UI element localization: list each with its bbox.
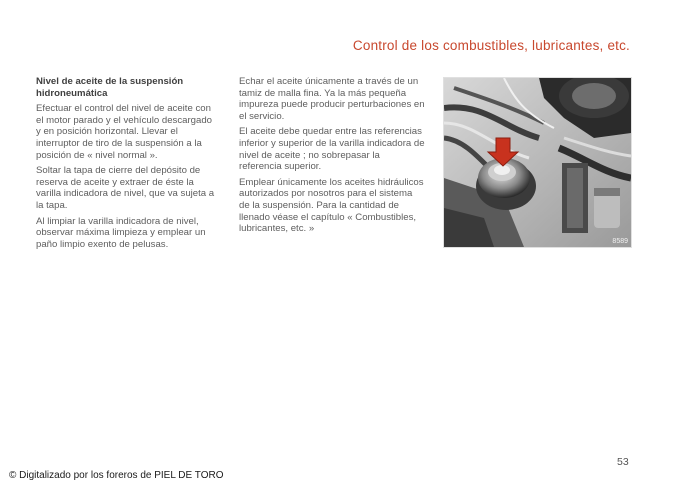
middle-text-column — [239, 76, 425, 239]
paragraph: Emplear únicamente los aceites hidráulicos autorizados por nosotros para el sistema de la suspensión. Para la cantidad de llenado véase el capítulo « Combustibles, lubricantes, etc. » — [239, 176, 424, 235]
page-number: 53 — [617, 456, 629, 468]
paragraph: Efectuar el control del nivel de aceite con el motor parado y el vehículo descargado y en posición horizontal. Llevar el interruptor de tiro de la suspensión a la posición de « nivel normal ». — [36, 103, 212, 161]
engine-photo — [443, 77, 632, 248]
digitization-credit: © Digitalizado por los foreros de PIEL DE TORO — [9, 470, 224, 481]
chapter-title: Control de los combustibles, lubricantes, etc. — [352, 38, 630, 53]
left-text-column — [36, 76, 218, 254]
paragraph: El aceite debe quedar entre las referencias inferior y superior de la varilla indicadora de nivel de aceite ; no sobrepasar la referencia superior. — [239, 126, 425, 173]
paragraph: Soltar la tapa de cierre del depósito de reserva de aceite y extraer de éste la varilla indicadora de nivel, que va sujeta a la tapa. — [36, 165, 215, 211]
paragraph: Echar el aceite únicamente a través de un tamiz de malla fina. Ya la más pequeña impureza puede producir perturbaciones en el servicio. — [239, 76, 425, 122]
section-heading: Nivel de aceite de la suspensión hidroneumática — [36, 76, 184, 99]
paragraph: Al limpiar la varilla indicadora de nivel, observar máxima limpieza y emplear un paño limpio exento de pelusas. — [36, 215, 206, 250]
engine-photo-drawing — [444, 78, 631, 247]
figure-code: 8589 — [612, 238, 628, 245]
